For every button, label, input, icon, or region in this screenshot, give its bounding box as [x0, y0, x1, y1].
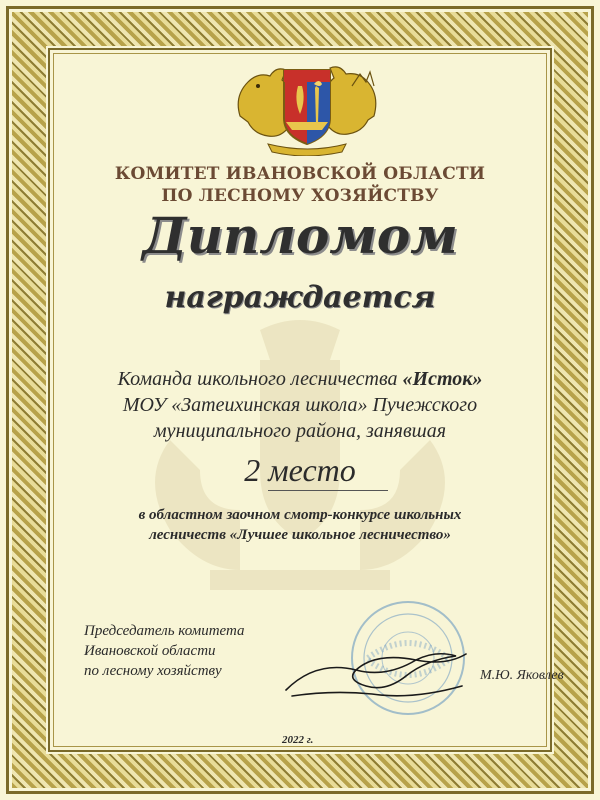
contest-line-1: в областном заочном смотр-конкурсе школьных — [138, 507, 462, 523]
awarded-place: 2 место — [244, 452, 356, 488]
place-underline — [268, 490, 388, 491]
signatory-title-line-3: по лесному хозяйству — [84, 663, 222, 679]
recipient-team-name: «Исток» — [402, 368, 483, 390]
handwritten-signature-icon — [282, 640, 482, 710]
signatory-title-line-2: Ивановской области — [84, 643, 216, 659]
issue-year: 2022 г. — [282, 734, 314, 746]
diploma-subtitle: награждается — [164, 280, 436, 315]
recipient-line-2: МОУ «Затеихинская школа» Пучежского — [122, 394, 478, 416]
ivanovo-coat-of-arms-icon — [232, 56, 382, 156]
recipient-prefix: Команда школьного лесничества — [117, 368, 403, 390]
signatory-name: М.Ю. Яковлев — [480, 668, 564, 683]
contest-line-2: лесничеств «Лучшее школьное лесничество» — [149, 527, 451, 543]
issuer-line-1: КОМИТЕТ ИВАНОВСКОЙ ОБЛАСТИ — [114, 164, 486, 184]
diploma-title: Дипломом — [142, 206, 458, 265]
recipient-line-1 — [60, 368, 540, 391]
signatory-title-line-1: Председатель комитета — [84, 623, 245, 639]
recipient-line-3: муниципального района, занявшая — [153, 420, 447, 442]
issuer-line-2: ПО ЛЕСНОМУ ХОЗЯЙСТВУ — [161, 186, 439, 206]
